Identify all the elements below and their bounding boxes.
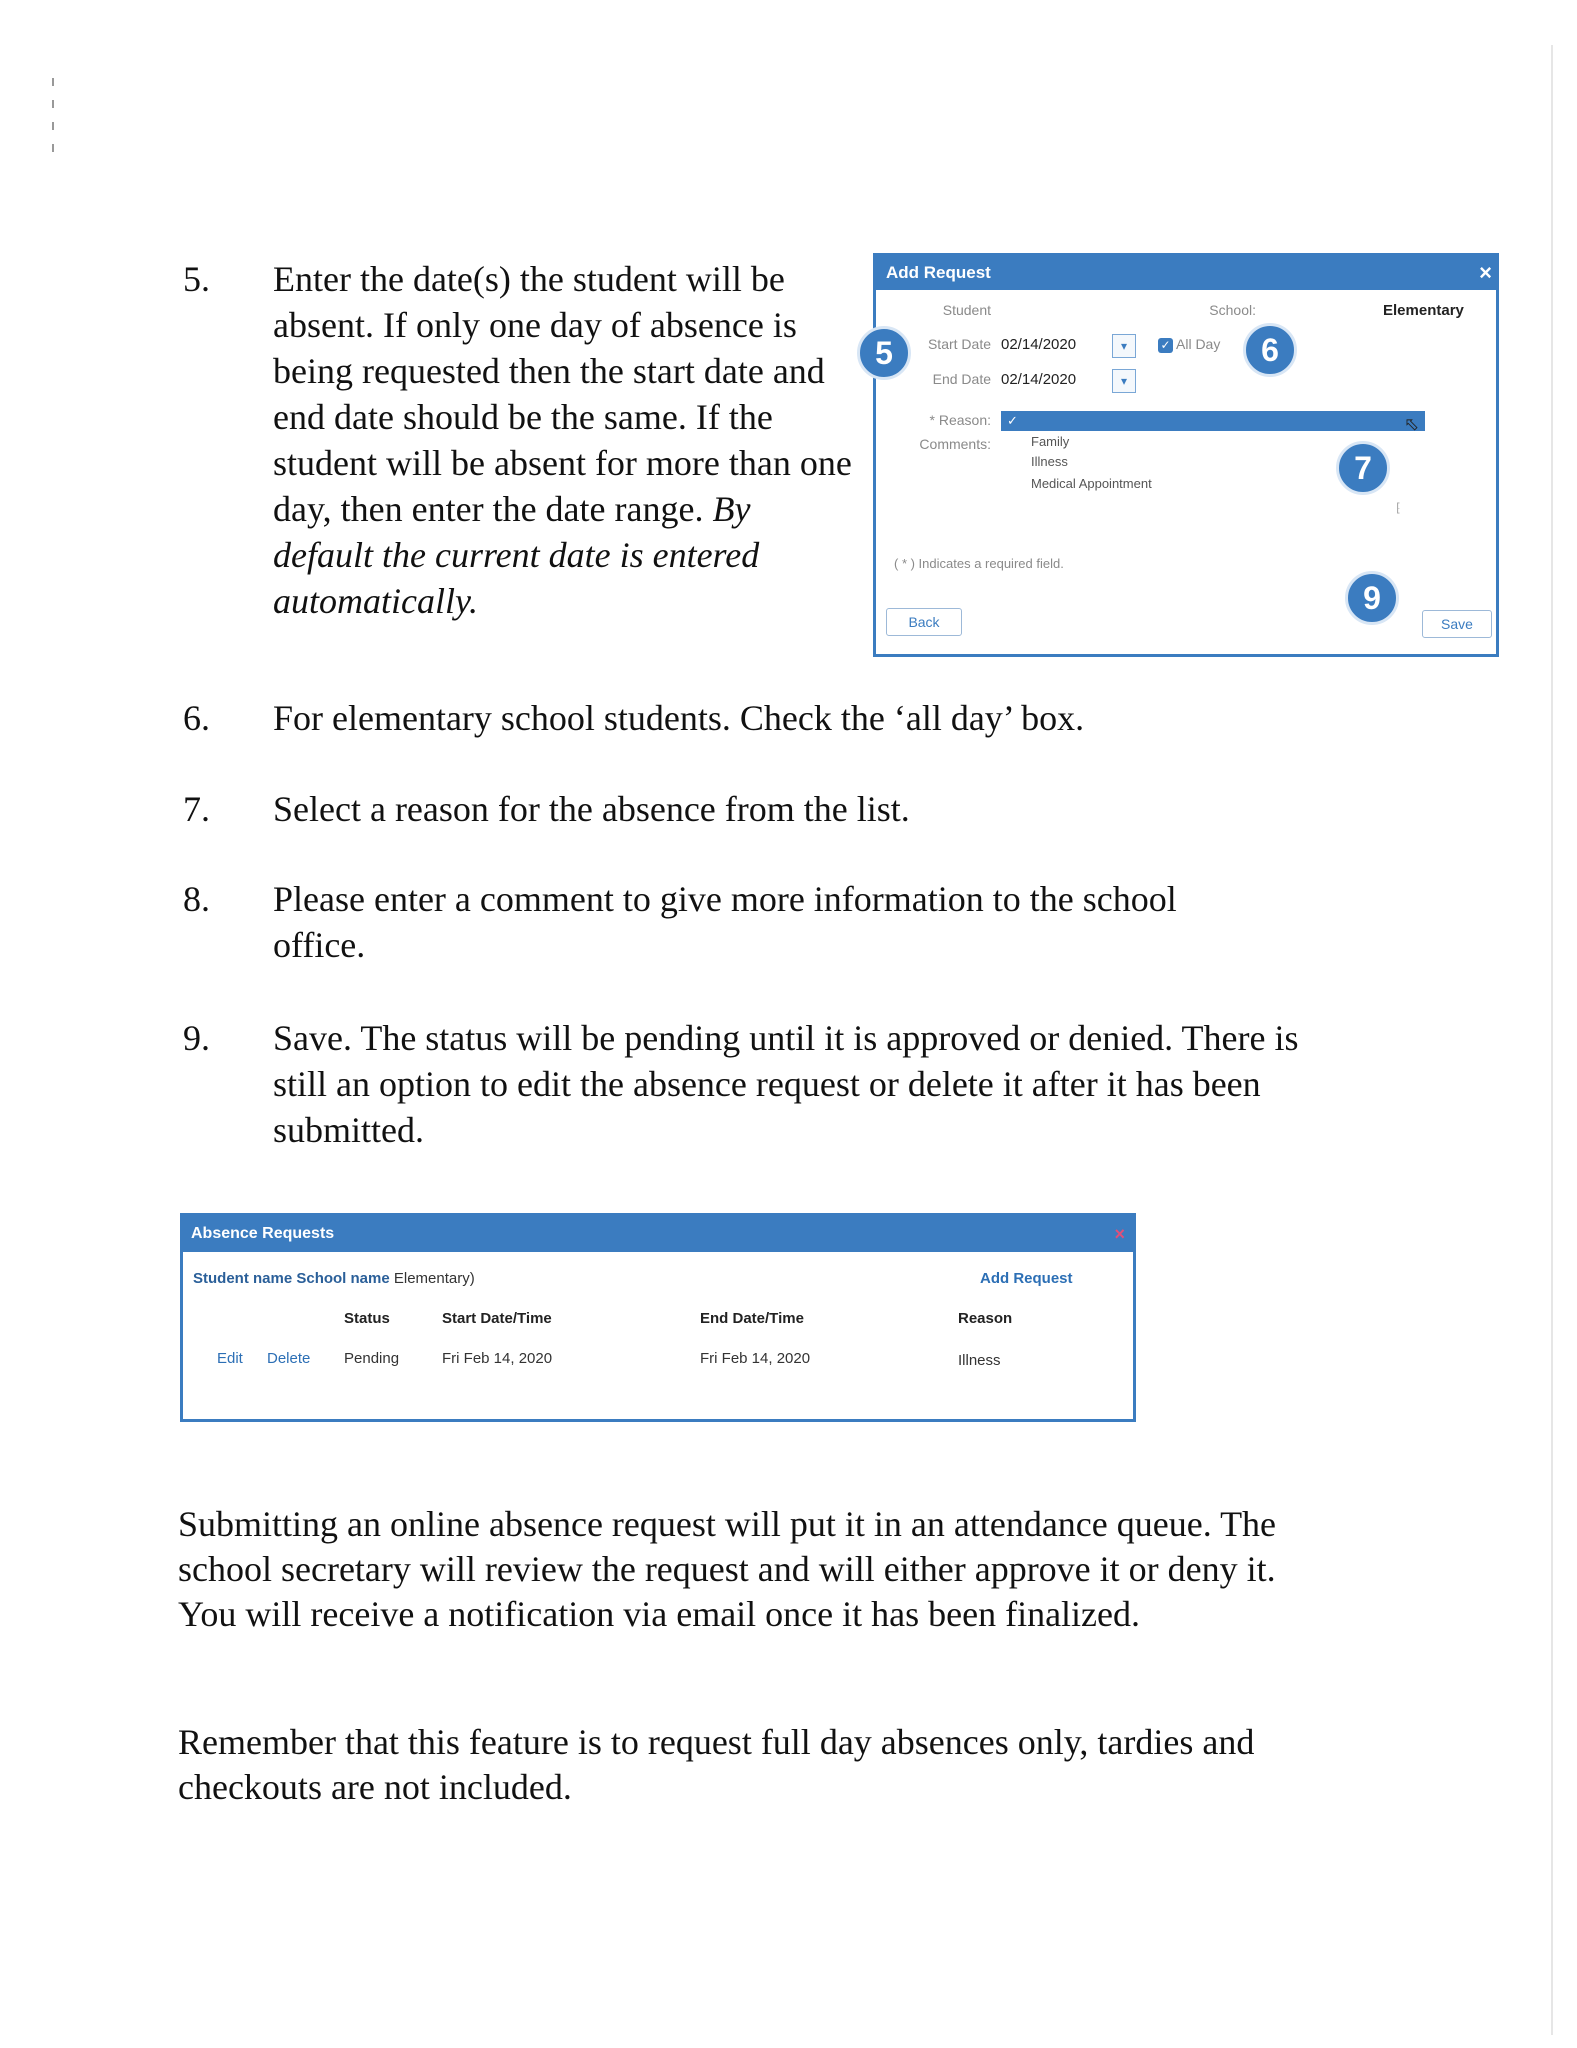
panel-titlebar: [183, 1216, 1133, 1252]
dialog-titlebar: [876, 256, 1496, 290]
step-9: [183, 1015, 1383, 1165]
column-header-start: Start Date/Time: [442, 1310, 552, 1327]
step-text: [273, 256, 858, 624]
back-button[interactable]: Back: [886, 608, 962, 636]
column-header-reason: Reason: [958, 1310, 1013, 1327]
step-text: Select a reason for the absence from the list.: [273, 789, 910, 829]
reason-option-family[interactable]: Family: [1031, 434, 1070, 449]
margin-marks: [52, 78, 58, 168]
start-date-calendar-button[interactable]: ▾: [1112, 334, 1136, 358]
student-label: Student: [942, 302, 991, 318]
step-number: 7.: [183, 789, 210, 829]
mouse-cursor-icon: ⬁: [1404, 414, 1420, 434]
add-request-dialog: [873, 253, 1499, 657]
step-6: [183, 695, 1383, 745]
student-school-name: [193, 1270, 475, 1287]
step-text: Please enter a comment to give more information to the school office.: [273, 879, 1177, 965]
student-school-text: Student name School name: [193, 1270, 390, 1287]
school-value: Elementary: [1383, 302, 1464, 319]
step-text-italic: By default the current date is entered automatically.: [273, 489, 760, 621]
callout-badge-5: 5: [857, 326, 911, 380]
end-date-calendar-button[interactable]: ▾: [1112, 369, 1136, 393]
end-date-input[interactable]: 02/14/2020: [1001, 371, 1077, 388]
reason-label: * Reason:: [929, 412, 991, 428]
callout-badge-7: 7: [1336, 441, 1390, 495]
reason-option-illness[interactable]: Illness: [1031, 454, 1068, 469]
resize-handle-icon[interactable]: ⁅: [1396, 501, 1401, 515]
reason-option-medical-appointment[interactable]: Medical Appointment: [1031, 476, 1152, 491]
status-cell: Pending: [344, 1350, 400, 1367]
step-5: [183, 256, 863, 656]
required-field-note: ( * ) Indicates a required field.: [894, 556, 1064, 571]
step-number: 8.: [183, 879, 210, 919]
column-header-status: Status: [344, 1310, 390, 1327]
step-8: [183, 876, 1383, 976]
step-7: [183, 786, 1383, 836]
reason-select[interactable]: ✓: [1001, 411, 1425, 431]
end-cell: Fri Feb 14, 2020: [700, 1350, 811, 1367]
all-day-checkbox[interactable]: ✓: [1158, 338, 1173, 353]
dialog-title: Add Request: [886, 263, 991, 282]
panel-title: Absence Requests: [191, 1225, 335, 1242]
absence-requests-panel: [180, 1213, 1136, 1422]
all-day-label: All Day: [1176, 336, 1221, 352]
comments-label: Comments:: [919, 436, 991, 452]
step-number: 9.: [183, 1018, 210, 1058]
school-type-text: Elementary): [393, 1270, 475, 1287]
paragraph-remember: Remember that this feature is to request full day absences only, tardies and checkouts are not included.: [178, 1722, 1255, 1807]
edit-link[interactable]: Edit: [217, 1350, 243, 1367]
start-date-input[interactable]: 02/14/2020: [1001, 336, 1077, 353]
step-number: 6.: [183, 698, 210, 738]
step-text: Save. The status will be pending until it is approved or denied. There is still an option to edit the absence request or delete it after it has been submitted.: [273, 1018, 1299, 1150]
paragraph-submitting: Submitting an online absence request will put it in an attendance queue. The school secretary will review the request and will either approve it or deny it. You will receive a notification via email once it has been finalized.: [178, 1504, 1277, 1634]
step-text: For elementary school students. Check the ‘all day’ box.: [273, 698, 1085, 738]
start-date-label: Start Date: [927, 336, 991, 352]
start-cell: Fri Feb 14, 2020: [442, 1350, 553, 1367]
end-date-label: End Date: [932, 371, 991, 387]
delete-link[interactable]: Delete: [267, 1350, 311, 1367]
close-icon[interactable]: ×: [1479, 260, 1492, 285]
add-request-link[interactable]: Add Request: [980, 1270, 1073, 1287]
step-number: 5.: [183, 259, 210, 299]
scan-edge: [1551, 45, 1553, 2035]
close-icon[interactable]: ×: [1114, 1224, 1125, 1244]
callout-badge-6: 6: [1243, 323, 1297, 377]
school-label: School:: [1209, 302, 1256, 318]
reason-cell: Illness: [958, 1352, 1001, 1369]
callout-badge-9: 9: [1345, 571, 1399, 625]
step-text-plain: Enter the date(s) the student will be absent. If only one day of absence is being requested then the start date and end date should be the same. If the student will be absent for more than one day, then enter the date range.: [273, 259, 852, 529]
save-button[interactable]: Save: [1422, 610, 1492, 638]
column-header-end: End Date/Time: [700, 1310, 804, 1327]
